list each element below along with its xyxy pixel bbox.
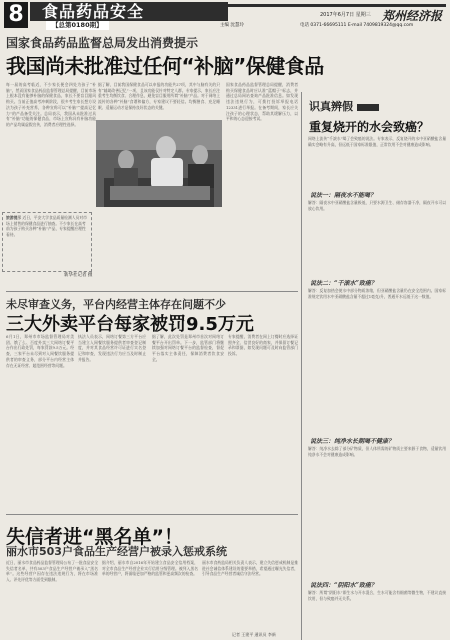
story-divider-1: [6, 291, 298, 292]
story3-byline: 记者 王建平 通讯员 李新: [232, 632, 276, 637]
sidebar-a2: 解答：反复加热会使水中部分物质浓缩，但亚硝酸盐含量仍在安全范围内。国家标准规定饮用水中亚硝酸盐含量不超过1毫克/升，普通开水远低于这一数值。: [308, 288, 446, 299]
section-title: 食品药品安全: [30, 2, 228, 21]
story2-headline: 三大外卖平台每家被罚9.5万元: [6, 314, 254, 335]
story3-headline: 失信者进“黑名单”！: [6, 526, 183, 548]
story1-body-right: 国家食品药品监督管理总局提醒，消费者购买保健食品时应认准“蓝帽子”标志，并通过总局网站查询产品批准信息。如发现违法违规行为，可拨打投诉举报电话12331进行举报。在备考期间，家长应关注孩子的心理状态，帮助其缓解压力，以平和的心态迎接考试。: [226, 82, 298, 122]
story-divider-2: [6, 514, 298, 515]
page-number: 8: [4, 2, 28, 28]
story1-body-left: 每一届的高考临近，不少家长便会四处为孩子“补脑”。然而国家食品药品监督管理总局提醒，目前市场上根本没有能够补脑的保健食品，家长不要盲目跟风购买。当前正值高考冲刺阶段，很多考生家长想方设法为孩子补充营养，各种宣称可以“补脑”“提高记忆力”的产品备受关注。总局表示，我国从未批准过具有“补脑”功能的保健食品，市场上宣称具有补脑功能的产品均属虚假宣传，消费者应理性选择。: [6, 82, 96, 127]
news-photo: [96, 120, 222, 207]
story2-body-b: 执法人员表示，网络订餐第三方平台应当建立入网餐饮服务提供者审查登记制度，并对其食品经营许可证进行实名登记和审查，发现违法行为应当及时制止并报告。: [78, 334, 146, 362]
story2-body-c: 据了解，此次处罚是郑州市首次对网络订餐平台开出罚单。下一步，监管部门将继续加强对网络订餐平台的监督检查，督促平台落实主体责任，保障消费者饮食安全。: [152, 334, 224, 362]
date-text: 2017年6月7日: [320, 12, 355, 18]
sidebar-a1: 解答：隔夜水中亚硝酸盐含量极低，只要水源卫生、储存容器干净，隔夜开水可以放心饮用。: [308, 200, 446, 211]
photo-caption: [2, 212, 92, 272]
caption-credit: 新华社记者 摄: [64, 273, 93, 278]
sidebar-label: [309, 98, 379, 114]
sidebar-a3: 解答：纯净水去除了部分矿物质，但人体所需的矿物质主要来源于食物，适量饮用纯净水不会对健康造成影响。: [308, 446, 446, 457]
sidebar-a4: 解答：所谓“阴阳水”即生水与开水混合，生水可能含有细菌等微生物，不建议直接饮用，但与致癌并无关系。: [308, 590, 446, 601]
issue-date: [320, 11, 371, 18]
story3-body-c: 丽水市食药监局相关负责人表示，建立失信惩戒机制是推进社会诚信体系建设的重要举措，希望通过曝光失信者，引导食品生产经营者诚信守法经营。: [202, 560, 298, 577]
editor-info: 主编 沈慧玲: [220, 23, 244, 28]
sidebar-intro: 网络上流传“千滚水”喝了会致癌的说法。专家表示，反复烧开的水中亚硝酸盐含量确实会略有升高，但远低于国家标准限值，正常饮用不会对健康造成影响。: [308, 136, 446, 147]
column-divider: [301, 92, 302, 640]
caption-title: 旅游提示: [6, 215, 22, 220]
sidebar-q1: 说法一：隔夜水不能喝？: [310, 192, 377, 199]
section-code: 【总第0180期】: [46, 21, 109, 30]
story1-kicker: 国家食品药品监督总局发出消费提示: [6, 36, 199, 50]
newspaper-logo: 郑州经济报: [382, 9, 443, 23]
story2-kicker: 未尽审查义务，平台内经营主体存在问题不少: [6, 298, 226, 311]
caption-text: 近日，平安大学食品质量检测人员对市场上销售的保健食品进行抽查。不少家长在高考前为孩子购买各种“补脑”产品，专家提醒应理性看待。: [6, 215, 87, 237]
sidebar-title: 重复烧开的水会致癌？: [309, 120, 430, 134]
story1-body-mid: 据了解，目前我国保健食品可以申报的功能共27项，其中与脑有关的只有“辅助改善记忆”一项，且该功能仅针对特定人群。专家提示，家长应注重考生均衡饮食、合理作息，避免盲目服用所谓“补脑”产品。对于网络上流传的各种“补脑”食谱和偏方，专家建议不要轻信。均衡膳食、充足睡眠、适量运动才是保持良好状态的关键。: [98, 82, 220, 110]
day-text: 星期三: [355, 12, 371, 18]
sidebar-label-text: 识真辨假: [309, 100, 353, 113]
sidebar-label-bar: [357, 104, 379, 111]
story3-kicker: 丽水市503户食品生产经营户被录入惩戒系统: [6, 545, 227, 558]
story2-body-a: 6月1日，郑州市市场监督管理局对美团、饿了么、百度外卖三大网络订餐平台作出行政处罚，每家罚款9.5万元。经查，三家平台未尽到对入网餐饮服务提供者的审查义务，部分平台内经营主体存在无证经营、超范围经营等问题。: [6, 334, 74, 368]
sidebar-q2: 说法二：“千滚水”致癌？: [310, 280, 377, 287]
sidebar-q3: 说法三：纯净水长期喝不健康？: [310, 438, 395, 445]
story3-body-b: 据介绍，丽水市自2016年开始建立食品安全信用档案，对全市食品生产经营企业实行信用分级管理。被列入黑名单的经营户，将面临更加严格的监管和更高频次的检查。: [102, 560, 198, 577]
story3-body-a: 近日，丽水市食品药品监督管理局公布了一批食品安全失信者名单，共有503户食品生产经营户被录入“黑名单”。这些经营户因存在违法违规行为，将在市场准入、评先评优等方面受到限制。: [6, 560, 98, 583]
story1-headline: 我国尚未批准过任何“补脑”保健食品: [6, 54, 324, 78]
sidebar-q4: 说法四：“阴阳水”致癌？: [310, 582, 377, 589]
page-header: [0, 0, 450, 30]
contact-info: 电话 0371-66695111 E-mail 7409819324@qq.com: [300, 23, 414, 28]
story2-body-d: 专家提醒，消费者在网上订餐时应选择证照齐全、信誉良好的商家，并保留订餐记录和票据，如发现问题可及时向监管部门投诉。: [228, 334, 298, 357]
